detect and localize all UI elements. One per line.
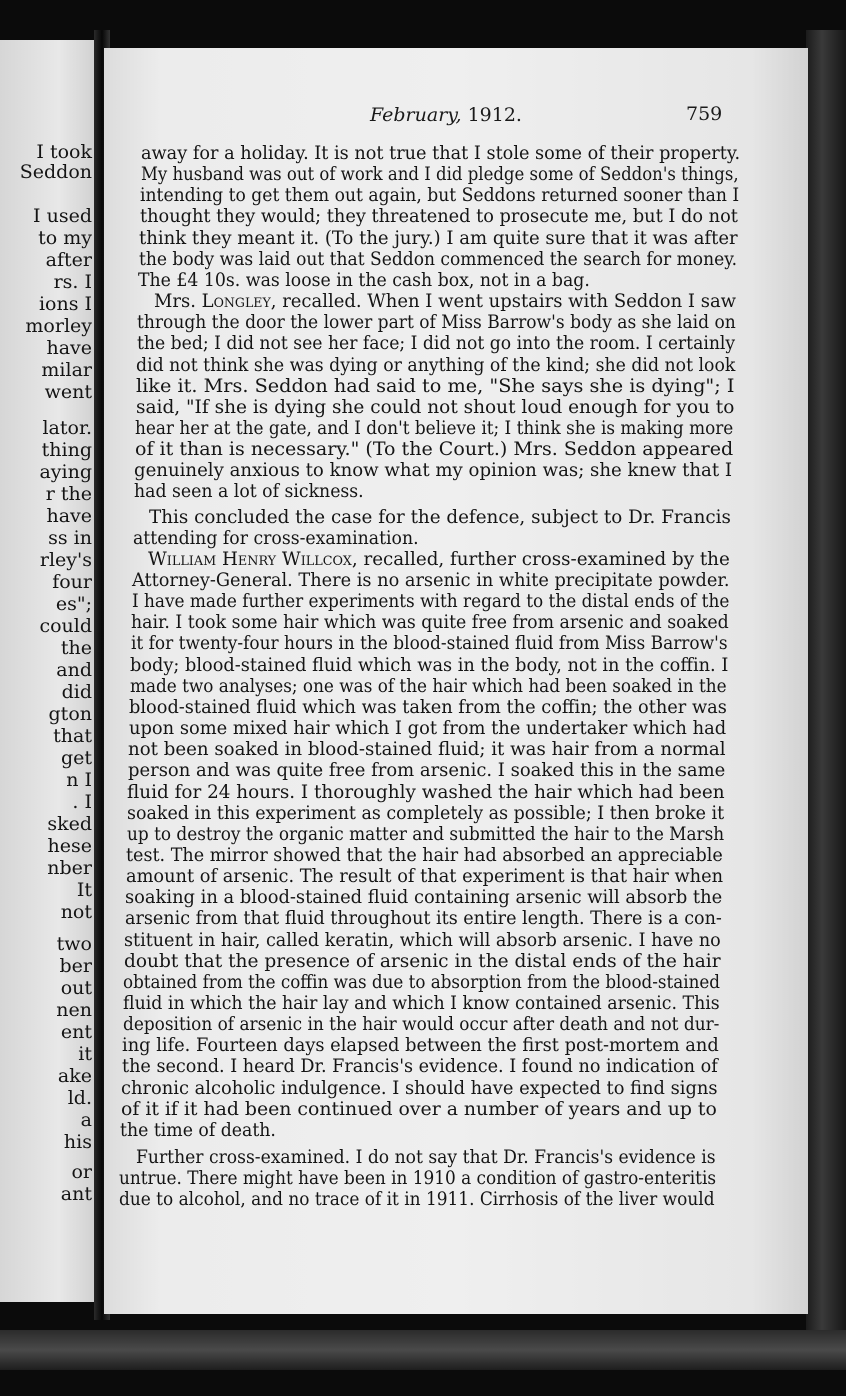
text-line: said, "If she is dying she could not shout loud enough for you to bbox=[136, 396, 735, 418]
left-page-fragment: it bbox=[78, 1043, 92, 1065]
text-line: chronic alcoholic indulgence. I should have expected to find signs bbox=[121, 1077, 718, 1099]
text-line: I have made further experiments with regard to the distal ends of the bbox=[132, 591, 730, 613]
left-page-fragment: a bbox=[80, 1109, 92, 1131]
text-line: not been soaked in blood-stained fluid; it was hair from a normal bbox=[128, 739, 726, 761]
text-line: person and was quite free from arsenic. I soaked this in the same bbox=[128, 760, 726, 782]
text-line: the time of death. bbox=[120, 1119, 276, 1141]
left-page-fragment: morley bbox=[25, 315, 92, 337]
left-page-fragment: did bbox=[61, 681, 92, 703]
text-line: genuinely anxious to know what my opinion was; she knew that I bbox=[134, 460, 733, 482]
left-page-fragment: not bbox=[60, 901, 92, 923]
left-page-fragment: It bbox=[76, 879, 92, 901]
text-line: The £4 10s. was loose in the cash box, not in a bag. bbox=[138, 269, 590, 291]
text-line: the bed; I did not see her face; I did not go into the room. I certainly bbox=[137, 333, 736, 355]
text-line: of it than is necessary." (To the Court.) Mrs. Seddon appeared bbox=[135, 439, 734, 461]
text-line: This concluded the case for the defence, subject to Dr. Francis bbox=[149, 506, 731, 528]
left-page-fragment: and bbox=[56, 659, 92, 681]
text-line: upon some mixed hair which I got from the undertaker which had bbox=[129, 718, 727, 740]
left-page-fragment: gton bbox=[48, 703, 92, 725]
left-page-fragment: n I bbox=[66, 769, 92, 791]
left-page-fragment: ber bbox=[59, 955, 92, 977]
text-line: Further cross-examined. I do not say that Dr. Francis's evidence is bbox=[136, 1147, 716, 1169]
text-line: had seen a lot of sickness. bbox=[134, 481, 364, 503]
text-line: test. The mirror showed that the hair had absorbed an appreciable bbox=[126, 844, 723, 866]
left-page-fragment: to my bbox=[38, 227, 92, 249]
text-line: obtained from the coffin was due to absorption from the blood-stained bbox=[123, 971, 721, 993]
text-line: arsenic from that fluid throughout its entire length. There is a con- bbox=[125, 908, 722, 930]
text-line: blood-stained fluid which was taken from the coffin; the other was bbox=[129, 696, 727, 718]
text-line: did not think she was dying or anything of the kind; she did not look bbox=[136, 354, 736, 376]
left-page-fragment: nber bbox=[47, 857, 92, 879]
left-page-fragment: . I bbox=[72, 791, 92, 813]
text-line: stituent in hair, called keratin, which will absorb arsenic. I have no bbox=[124, 929, 721, 951]
book-bottom-edge bbox=[0, 1330, 846, 1370]
text-line: think they meant it. (To the jury.) I am quite sure that it was after bbox=[139, 227, 738, 249]
left-page-fragment: two bbox=[56, 933, 92, 955]
text-line: made two analyses; one was of the hair which had been soaked in the bbox=[130, 675, 727, 697]
text-line: up to destroy the organic matter and submitted the hair to the Marsh bbox=[127, 823, 725, 845]
text-line: through the door the lower part of Miss Barrow's body as she laid on bbox=[137, 312, 736, 334]
text-line: untrue. There might have been in 1910 a condition of gastro-enteritis bbox=[119, 1168, 717, 1190]
left-page-fragment: four bbox=[52, 571, 92, 593]
left-page-fragment: thing bbox=[41, 439, 92, 461]
text-line: William Henry Willcox, recalled, further cross-examined by the bbox=[148, 548, 730, 570]
left-page-fragment: could bbox=[39, 615, 92, 637]
text-line: fluid for 24 hours. I thoroughly washed the hair which had been bbox=[127, 781, 725, 803]
page-number: 759 bbox=[686, 103, 723, 125]
left-page-fragment: have bbox=[46, 337, 92, 359]
text-line: soaking in a blood-stained fluid containing arsenic will absorb the bbox=[125, 887, 723, 909]
left-page-fragment: out bbox=[60, 977, 92, 999]
text-line: thought they would; they threatened to prosecute me, but I do not bbox=[140, 206, 738, 228]
left-facing-page bbox=[0, 40, 98, 1302]
left-page-fragment: nen bbox=[56, 999, 92, 1021]
left-page-fragment: have bbox=[46, 505, 92, 527]
running-head-year: 1912. bbox=[467, 104, 522, 126]
left-page-fragment: rley's bbox=[39, 549, 92, 571]
left-page-fragment: ss in bbox=[48, 527, 92, 549]
left-page-fragment: milar bbox=[41, 359, 92, 381]
left-page-fragment: ions I bbox=[38, 293, 92, 315]
left-page-fragment: that bbox=[53, 725, 92, 747]
text-line: soaked in this experiment as completely as possible; I then broke it bbox=[127, 802, 725, 824]
text-line: away for a holiday. It is not true that I stole some of their property. bbox=[141, 143, 741, 164]
left-page-fragment: or bbox=[71, 1161, 92, 1183]
left-page-fragment: r the bbox=[45, 483, 92, 505]
text-line: deposition of arsenic in the hair would occur after death and not dur- bbox=[123, 1014, 720, 1036]
left-page-fragment: Seddon bbox=[19, 161, 92, 183]
text-line: ing life. Fourteen days elapsed between the first post-mortem and bbox=[122, 1035, 719, 1057]
left-page-fragment: es"; bbox=[55, 593, 92, 615]
left-page-fragment: after bbox=[45, 249, 92, 271]
text-line: amount of arsenic. The result of that experiment is that hair when bbox=[126, 866, 724, 888]
text-line: attending for cross-examination. bbox=[133, 527, 419, 549]
text-line: body; blood-stained fluid which was in the body, not in the coffin. I bbox=[130, 654, 729, 676]
text-line: due to alcohol, and no trace of it in 1911. Cirrhosis of the liver would bbox=[119, 1189, 715, 1211]
text-line: intending to get them out again, but Seddons returned sooner than I bbox=[140, 185, 740, 207]
left-page-fragment: sked bbox=[47, 813, 92, 835]
text-line: the body was laid out that Seddon commenced the search for money. bbox=[139, 248, 738, 270]
text-line: My husband was out of work and I did pledge some of Seddon's things, bbox=[141, 164, 739, 186]
left-page-fragment: hese bbox=[47, 835, 92, 857]
left-page-fragment: lator. bbox=[42, 417, 92, 439]
left-page-fragment: ant bbox=[60, 1183, 92, 1205]
left-page-fragment: rs. I bbox=[53, 271, 92, 293]
left-page-fragment: his bbox=[63, 1131, 92, 1153]
text-line: like it. Mrs. Seddon had said to me, "She says she is dying"; I bbox=[136, 375, 735, 397]
text-line: Attorney-General. There is no arsenic in white precipitate powder. bbox=[132, 570, 730, 591]
text-line: hear her at the gate, and I don't believe it; I think she is making more bbox=[135, 417, 734, 439]
text-line: the second. I heard Dr. Francis's evidence. I found no indication of bbox=[122, 1056, 718, 1078]
left-page-fragment: ake bbox=[57, 1065, 92, 1087]
left-page-fragment: I used bbox=[33, 205, 92, 227]
left-page-fragment: I took bbox=[36, 141, 92, 163]
left-page-fragment: aying bbox=[39, 461, 92, 483]
running-head-month: February, bbox=[370, 104, 462, 126]
left-page-fragment: the bbox=[60, 637, 92, 659]
text-line: doubt that the presence of arsenic in the distal ends of the hair bbox=[124, 950, 721, 972]
left-page-fragment: ent bbox=[60, 1021, 92, 1043]
running-head bbox=[370, 104, 522, 126]
text-line: fluid in which the hair lay and which I know contained arsenic. This bbox=[123, 993, 720, 1014]
left-page-fragment: get bbox=[60, 747, 92, 769]
left-page-fragment: went bbox=[44, 381, 92, 403]
text-line: hair. I took some hair which was quite free from arsenic and soaked bbox=[131, 612, 729, 634]
text-line: Mrs. Longley, recalled. When I went upstairs with Seddon I saw bbox=[154, 291, 737, 313]
text-line: of it if it had been continued over a number of years and up to bbox=[121, 1098, 717, 1120]
text-line: it for twenty-four hours in the blood-stained fluid from Miss Barrow's bbox=[131, 633, 728, 655]
book-right-edge bbox=[806, 30, 846, 1350]
left-page-fragment: ld. bbox=[67, 1087, 92, 1109]
